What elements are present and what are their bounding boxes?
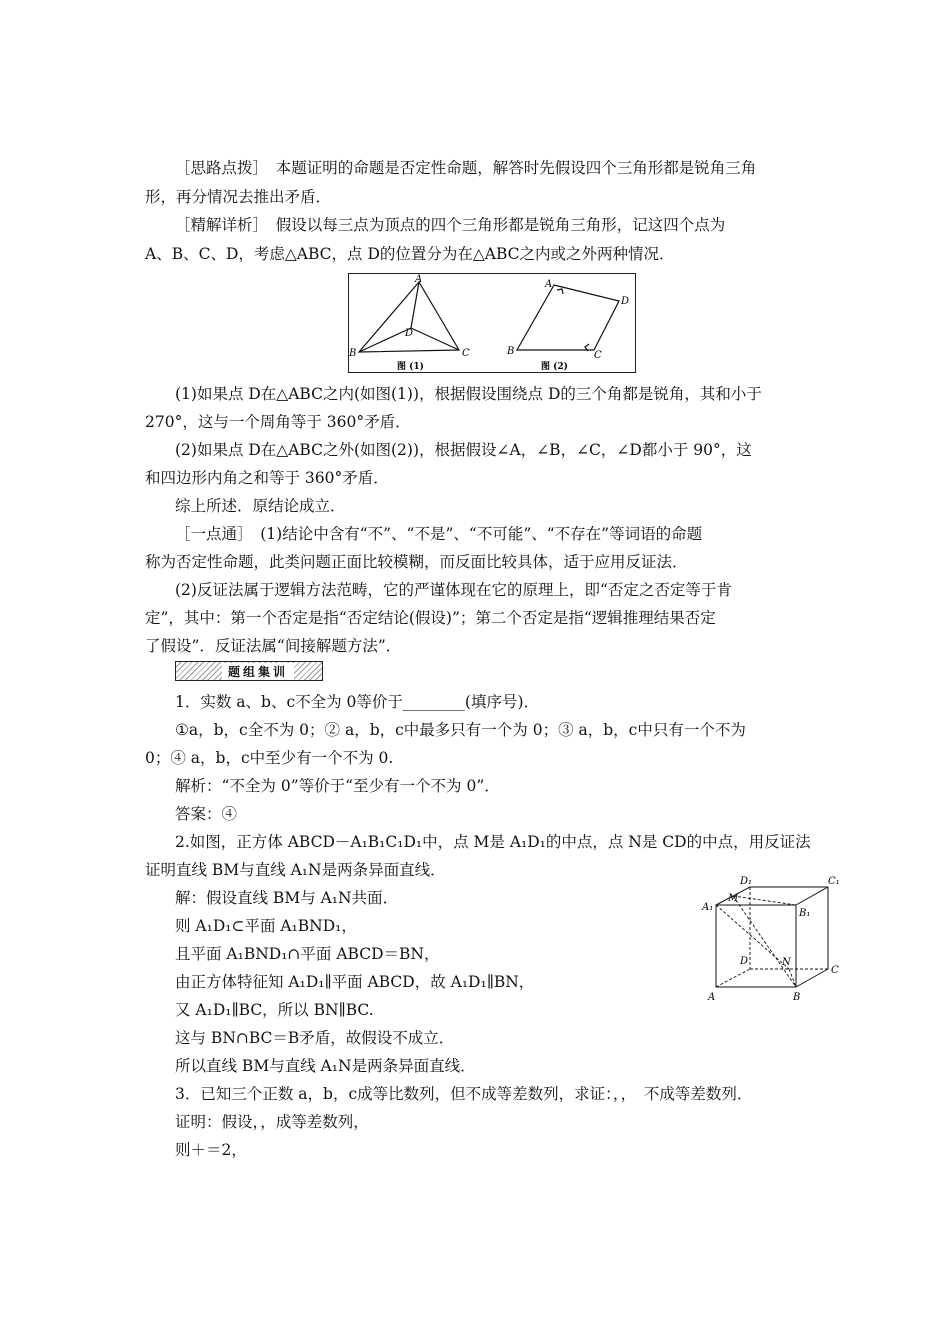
solution-2-line-2: 则 A₁D₁⊂平面 A₁BND₁， (175, 917, 357, 935)
cube-label-d: D (740, 956, 749, 967)
cube-label-n: N (782, 957, 791, 968)
paragraph-tip-1a: ［一点通］ (1)结论中含有“不”、“不是”、“不可能”、“不存在”等词语的命题 (175, 525, 703, 543)
paragraph-tip-1b: 称为否定性命题，此类问题正面比较模糊，而反面比较具体，适于应用反证法． (145, 553, 688, 571)
question-1-options-a: ①a，b，c全不为 0；② a，b，c中最多只有一个为 0；③ a，b，c中只有一个不为 (175, 721, 746, 739)
question-1-options-b: 0；④ a，b，c中至少有一个不为 0. (145, 749, 394, 767)
paragraph-case-2a: (2)如果点 D在△ABC之外(如图(2))，根据假设∠A，∠B，∠C，∠D都小于 90°，这 (175, 441, 752, 459)
solution-2-line-7: 所以直线 BM与直线 A₁N是两条异面直线． (175, 1057, 476, 1075)
paragraph-solution-2: A、B、C、D，考虑△ABC，点 D的位置分为在△ABC之内或之外两种情况． (145, 245, 675, 263)
section-tag (175, 661, 323, 681)
cube-label-c1: C₁ (828, 876, 840, 887)
cube-label-m: M (728, 893, 739, 904)
paragraph-hint-1: ［思路点拨］ 本题证明的命题是否定性命题，解答时先假设四个三角形都是锐角三角 (175, 159, 757, 177)
question-1: 1．实数 a、b、c不全为 0等价于________(填序号)． (175, 693, 540, 711)
paragraph-hint-2: 形，再分情况去推出矛盾． (145, 188, 332, 206)
solution-2-line-5: 又 A₁D₁∥BC，所以 BN∥BC. (175, 1001, 374, 1019)
question-2b: 证明直线 BM与直线 A₁N是两条异面直线． (145, 861, 446, 879)
cube-figure (700, 872, 850, 1014)
fig2-label-a: A (545, 279, 553, 290)
figure-caption-1: 图 (1) (397, 362, 424, 372)
question-1-analysis: 解析：“不全为 0”等价于“至少有一个不为 0”． (175, 777, 500, 795)
proof-3-line-2: 则＋＝2， (175, 1141, 247, 1159)
fig1-label-c: C (462, 348, 470, 359)
paragraph-solution-1: ［精解详析］ 假设以每三点为顶点的四个三角形都是锐角三角形，记这四个点为 (175, 216, 726, 234)
proof-3-line-1: 证明：假设，，成等差数列， (175, 1113, 369, 1131)
cube-label-b1: B₁ (799, 908, 811, 919)
paragraph-case-1a: (1)如果点 D在△ABC之内(如图(1))，根据假设围绕点 D的三个角都是锐角，其和小于 (175, 385, 762, 403)
cube-label-d1: D₁ (740, 876, 753, 887)
question-1-answer: 答案：④ (175, 805, 238, 823)
cube-label-a1: A₁ (702, 902, 714, 913)
question-2a: 2.如图，正方体 ABCD－A₁B₁C₁D₁中，点 M是 A₁D₁的中点，点 N是 CD的中点，用反证法 (175, 833, 811, 851)
fig1-label-a: A (415, 274, 423, 285)
figure-caption-2: 图 (2) (541, 362, 568, 372)
fig2-label-b: B (507, 346, 515, 357)
fig2-label-c: C (594, 350, 602, 361)
cube-label-b: B (793, 992, 801, 1003)
section-tag-label: 题组集训 (222, 663, 294, 680)
paragraph-tip-2b: 定”，其中：第一个否定是指“否定结论(假设)”；第二个否定是指“逻辑推理结果否定 (145, 609, 716, 627)
cube-label-a: A (708, 992, 716, 1003)
question-3: 3．已知三个正数 a，b，c成等比数列，但不成等差数列，求证：，， 不成等差数列． (175, 1085, 753, 1103)
paragraph-case-2b: 和四边形内角之和等于 360°矛盾． (145, 469, 389, 487)
solution-2-line-3: 且平面 A₁BND₁∩平面 ABCD＝BN， (175, 945, 440, 963)
fig1-label-b: B (349, 348, 357, 359)
triangle-figure (348, 273, 636, 373)
paragraph-case-1b: 270°，这与一个周角等于 360°矛盾． (145, 413, 411, 431)
paragraph-tip-2c: 了假设”．反证法属“间接解题方法”． (145, 637, 402, 655)
paragraph-tip-2a: (2)反证法属于逻辑方法范畴，它的严谨体现在它的原理上，即“否定之否定等于肯 (175, 581, 732, 599)
cube-label-c: C (831, 965, 839, 976)
solution-2-line-1: 解：假设直线 BM与 A₁N共面． (175, 889, 399, 907)
paragraph-conclusion: 综上所述．原结论成立． (175, 497, 346, 515)
fig2-label-d: D (621, 296, 630, 307)
solution-2-line-6: 这与 BN∩BC＝B矛盾，故假设不成立． (175, 1029, 455, 1047)
solution-2-line-4: 由正方体特征知 A₁D₁∥平面 ABCD，故 A₁D₁∥BN， (175, 973, 535, 991)
fig1-label-d: D (405, 328, 414, 339)
